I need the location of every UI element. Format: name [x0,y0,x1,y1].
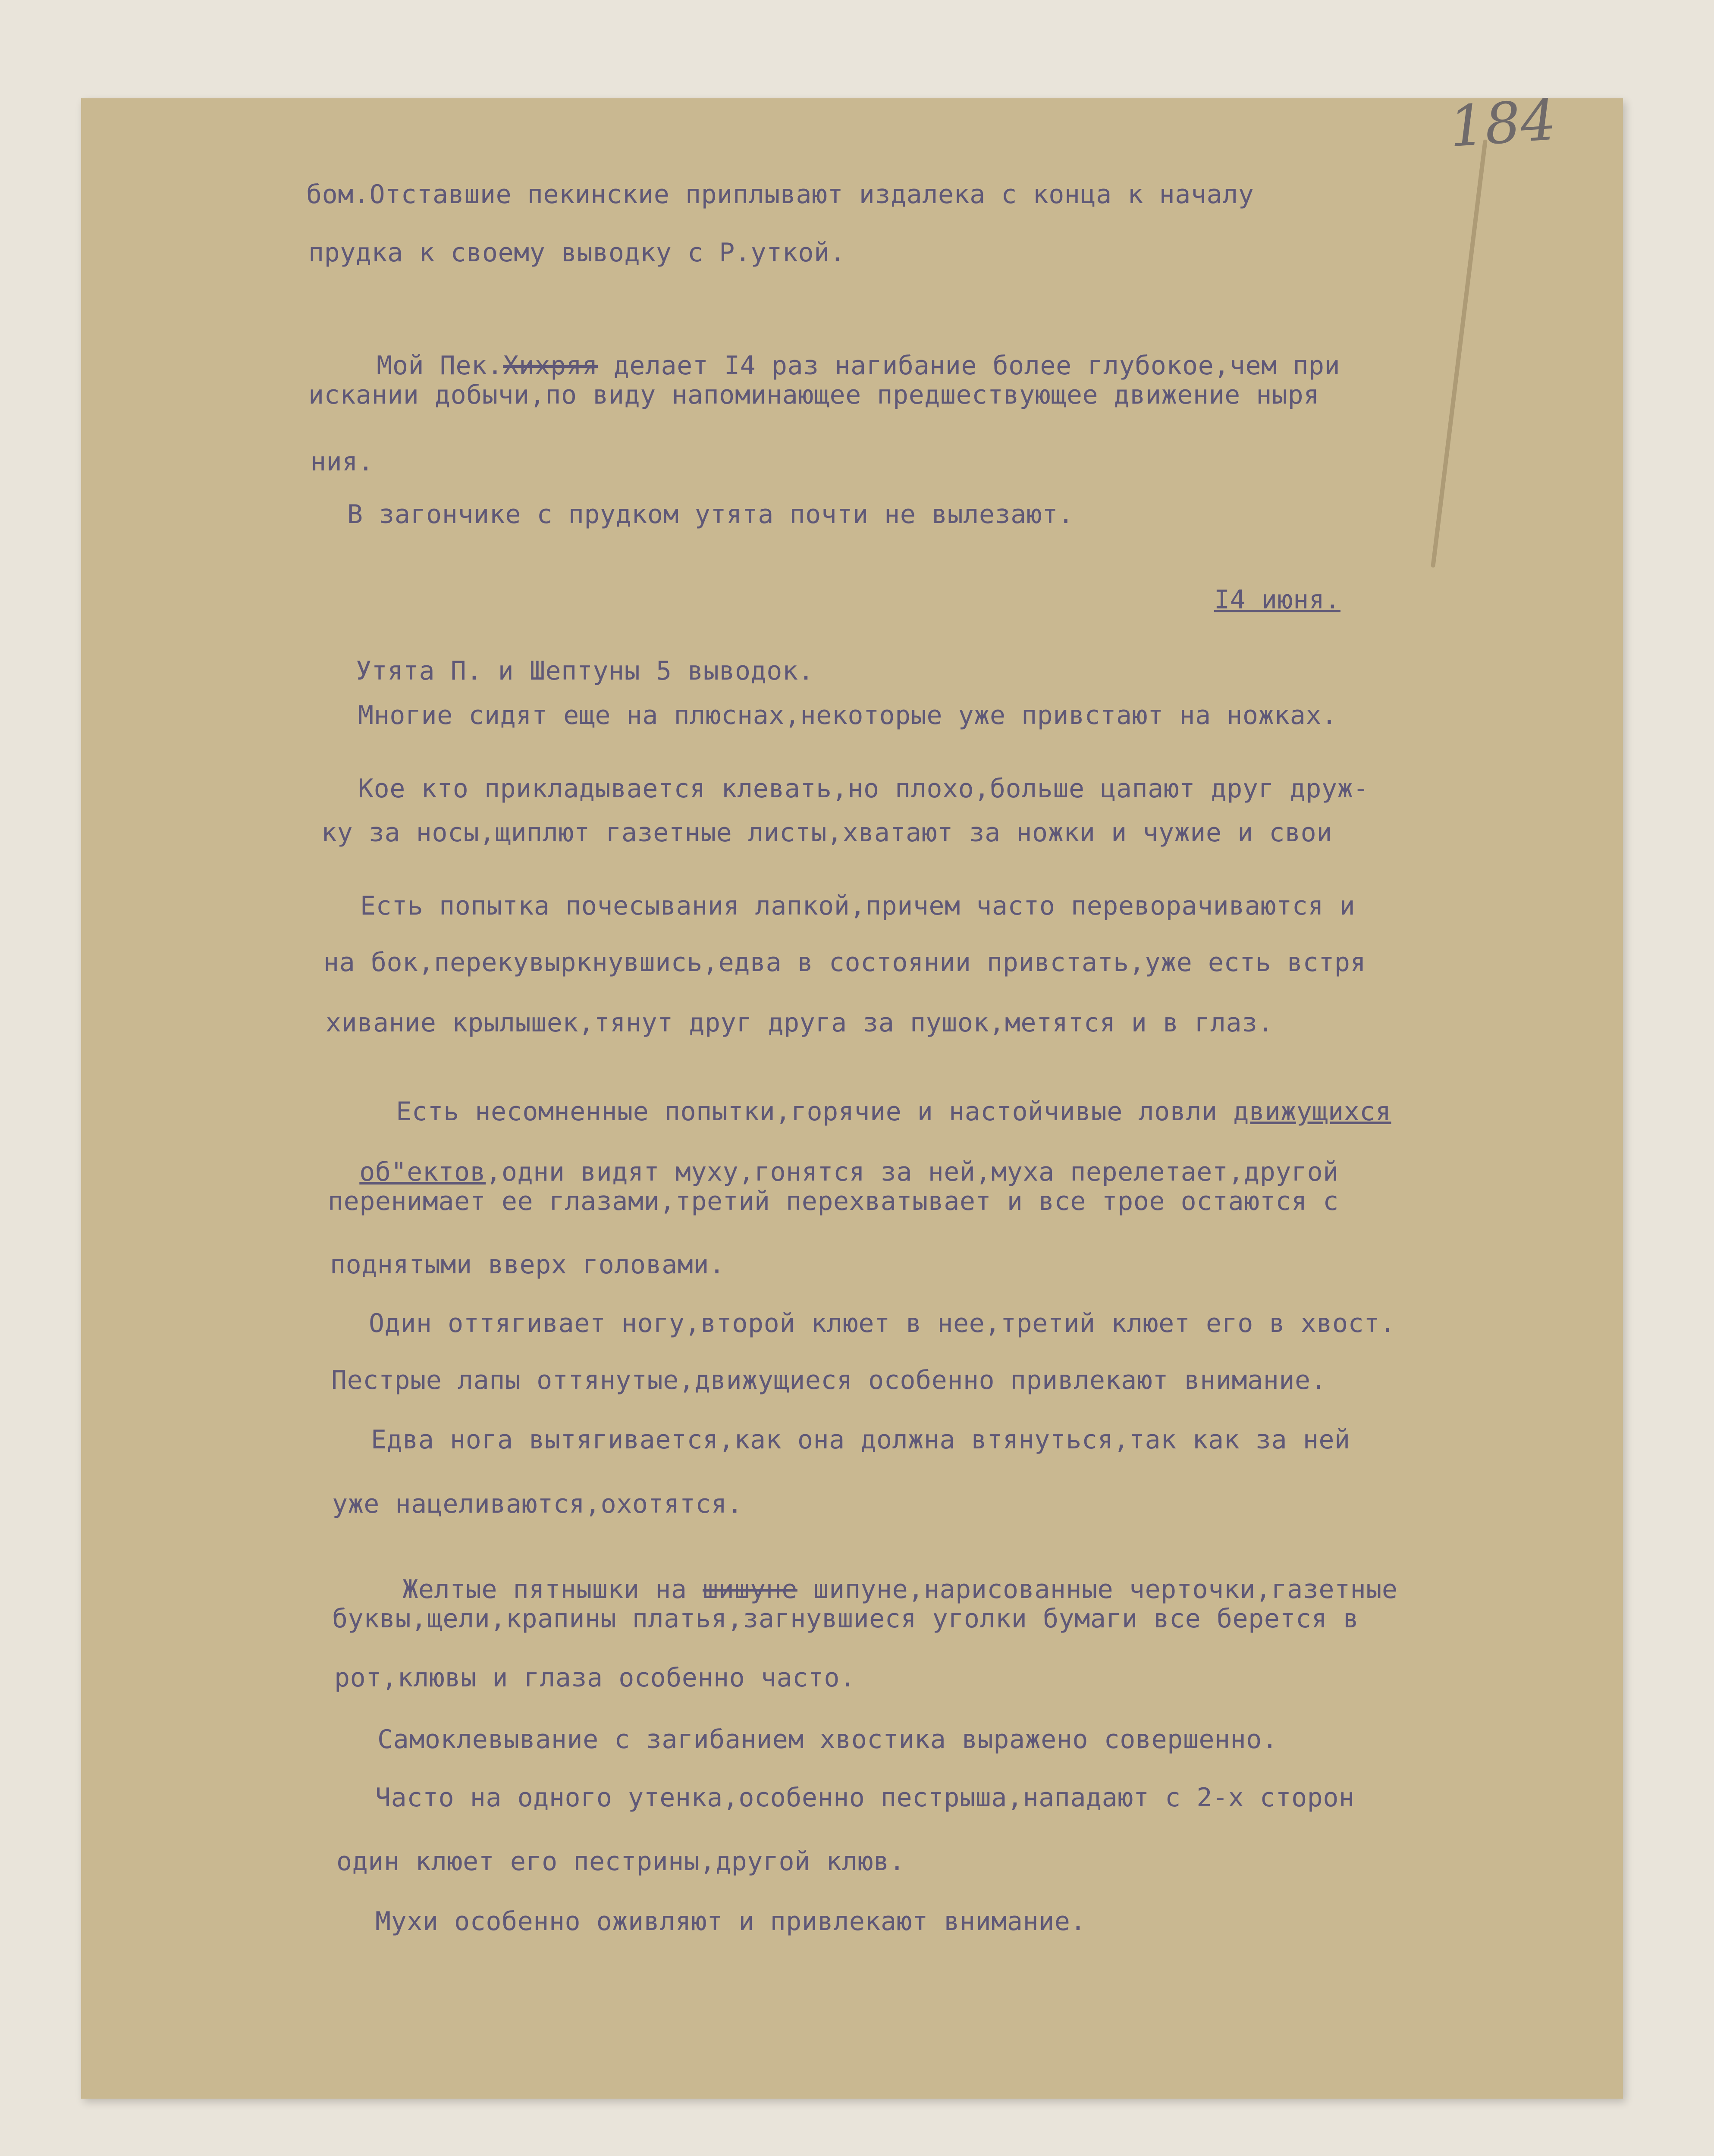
text-line: Пестрые лапы оттянутые,движущиеся особенно привлекают внимание. [331,1365,1327,1395]
text-line: рот,клювы и глаза особенно часто. [334,1663,856,1693]
folio-number: 184 [1447,87,1559,160]
text-fragment: Есть несомненные попытки,горячие и настойчивые ловли [396,1097,1234,1127]
text-line: ния. [311,447,374,477]
text-line: Есть попытка почесывания лапкой,причем часто переворачиваются и [360,891,1356,921]
text-line: Часто на одного утенка,особенно пестрыша,нападают с 2-х сторон [375,1783,1355,1813]
text-line: уже нацеливаются,охотятся. [332,1489,743,1519]
text-fragment: Мой Пек. [377,351,503,381]
text-line: Мухи особенно оживляют и привлекают внимание. [375,1906,1086,1937]
text-line: на бок,перекувыркнувшись,едва в состоянии привстать,уже есть встря [323,947,1366,978]
struck-word: Хихряя [503,351,598,381]
date-heading: I4 июня. [1214,585,1340,615]
underlined-phrase: движущихся [1233,1097,1391,1127]
text-line: перенимает ее глазами,третий перехватывает и все трое остаются с [328,1186,1339,1216]
text-line: Утята П. и Шептуны 5 выводок. [356,656,814,686]
text-line [345,319,1340,381]
text-fragment: делает I4 раз нагибание более глубокое,чем при [597,351,1340,381]
text-line: хивание крылышек,тянут друг друга за пушок,метятся и в глаз. [326,1008,1274,1038]
text-line: ку за носы,щиплют газетные листы,хватают за ножки и чужие и свои [321,818,1332,848]
text-line: буквы,щели,крапины платья,загнувшиеся уголки бумаги все берется в [332,1604,1359,1634]
text-line: Едва нога вытягивается,как она должна втянуться,так как за ней [371,1425,1350,1455]
text-line: В загончике с прудком утята почти не вылезают. [347,499,1074,530]
text-line [371,1543,1398,1605]
text-line: Многие сидят еще на плюснах,некоторые уже привстают на ножках. [358,700,1337,730]
text-line: Один оттягивает ногу,второй клюет в нее,третий клюет его в хвост. [369,1308,1396,1338]
text-line: бом.Отставшие пекинские приплывают издалека с конца к началу [306,179,1254,210]
text-line: искании добычи,по виду напоминающее предшествующее движение ныря [308,380,1319,410]
text-fragment: ,одни видят муху,гонятся за ней,муха перелетает,другой [486,1157,1339,1187]
text-line [364,1065,1391,1127]
text-line [328,1125,1339,1188]
struck-word: шишуне [703,1574,797,1604]
underlined-phrase: об"ектов [359,1157,486,1187]
text-fragment: Желтые пятнышки на [402,1574,703,1604]
text-fragment: шипуне,нарисованные черточки,газетные [797,1574,1398,1604]
text-line: один клюет его пестрины,другой клюв. [336,1846,905,1877]
text-line: поднятыми вверх головами. [330,1250,725,1280]
text-line: Кое кто прикладывается клевать,но плохо,больше цапают друг друж- [358,774,1369,804]
text-line: прудка к своему выводку с Р.уткой. [308,238,846,268]
text-line: Самоклевывание с загибанием хвостика выражено совершенно. [377,1724,1278,1755]
